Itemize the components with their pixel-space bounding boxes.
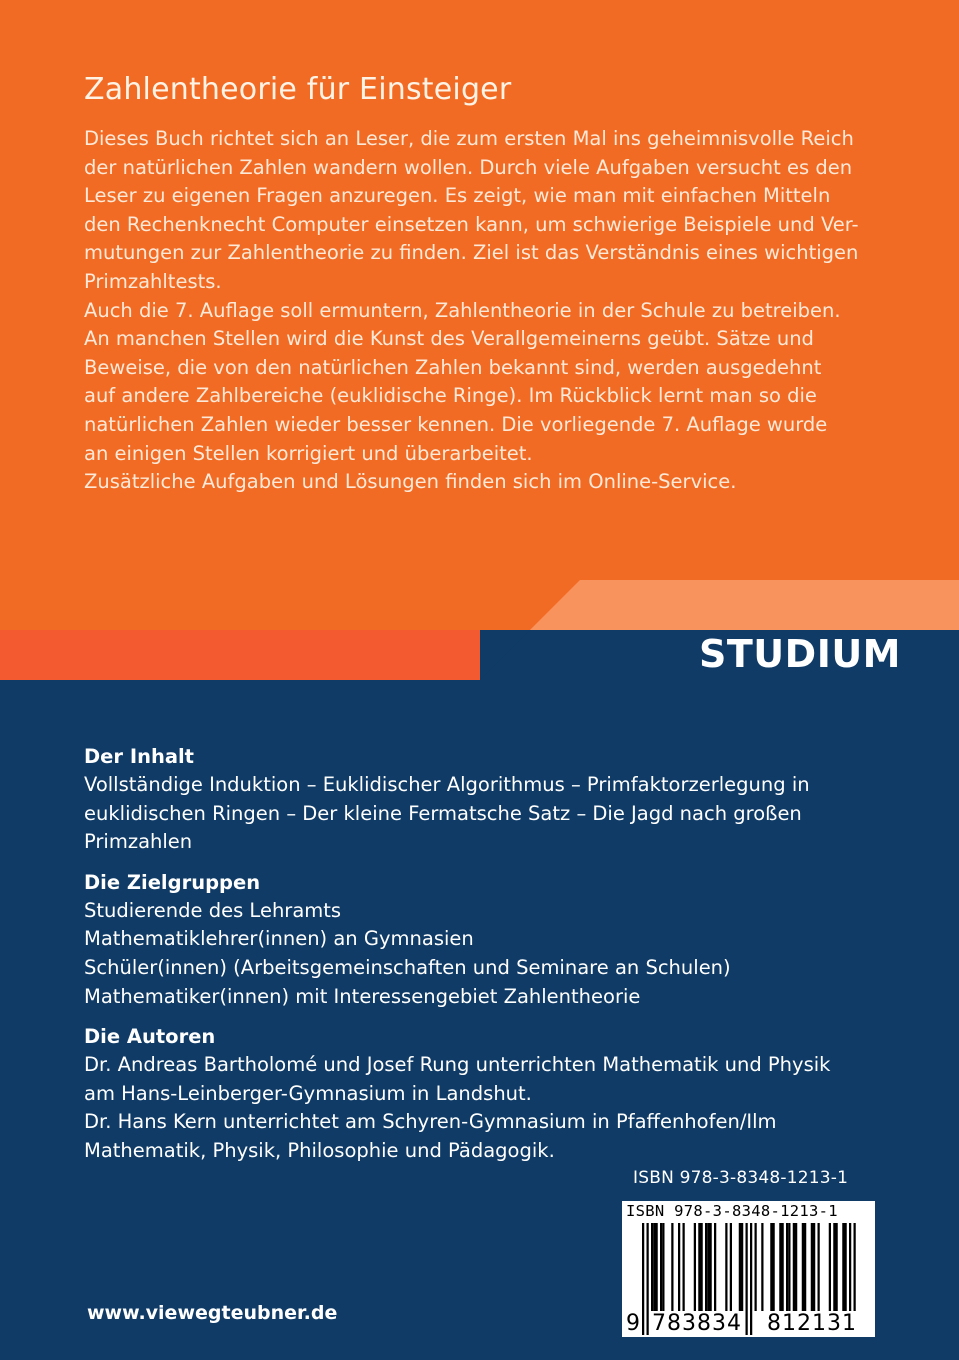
barcode-bar	[642, 1223, 644, 1335]
section-line: Dr. Andreas Bartholomé und Josef Rung unterrichten Mathematik und Physik	[84, 1053, 831, 1077]
section-body	[84, 1051, 884, 1165]
barcode-bar	[779, 1223, 781, 1311]
section-line: Studierende des Lehramts	[84, 898, 342, 922]
barcode-bar	[761, 1223, 763, 1311]
book-title: Zahlentheorie für Einsteiger	[84, 72, 512, 107]
section-body	[84, 897, 884, 1011]
blurb-line: den Rechenknecht Computer einsetzen kann, um schwierige Beispiele und Ver-	[84, 212, 859, 236]
blurb	[84, 125, 884, 497]
barcode-bar	[782, 1223, 784, 1311]
band-red-stripe-inner	[0, 630, 530, 680]
barcode-bar	[746, 1223, 748, 1335]
barcode-bar	[811, 1223, 813, 1311]
barcode-bar	[683, 1223, 685, 1311]
back-cover-sections	[84, 743, 884, 1178]
barcode-bar	[741, 1223, 743, 1311]
barcode-bar	[829, 1223, 831, 1311]
barcode-bar	[671, 1223, 673, 1311]
section-heading: Der Inhalt	[84, 745, 195, 768]
barcode-bar	[788, 1223, 790, 1311]
barcode-bar	[818, 1223, 820, 1311]
section-line: Mathematik, Physik, Philosophie und Pädagogik.	[84, 1138, 555, 1162]
barcode-digits-left: 783834	[652, 1311, 742, 1336]
barcode-bar	[698, 1223, 700, 1311]
barcode-digit-first: 9	[626, 1311, 641, 1336]
publisher-url: www.viewegteubner.de	[87, 1302, 338, 1324]
barcode-bar	[813, 1223, 815, 1311]
section-body	[84, 771, 884, 857]
barcode-bar	[694, 1223, 696, 1311]
section-line: Primzahlen	[84, 830, 193, 854]
barcode-bar	[714, 1223, 716, 1311]
barcode-bar	[730, 1223, 732, 1311]
section-line: Dr. Hans Kern unterrichtet am Schyren-Gymnasium in Pfaffenhofen/Ilm	[84, 1110, 777, 1134]
barcode-bar	[836, 1223, 838, 1311]
section-line: Mathematiker(innen) mit Interessengebiet Zahlentheorie	[84, 984, 641, 1008]
section-line: Vollständige Induktion – Euklidischer Algorithmus – Primfaktorzerlegung in	[84, 773, 810, 796]
barcode-bar	[842, 1223, 844, 1311]
blurb-line: Primzahltests.	[84, 269, 222, 293]
blurb-line: der natürlichen Zahlen wandern wollen. Durch viele Aufgaben versucht es den	[84, 155, 853, 179]
barcode-digits-right: 812131	[767, 1311, 857, 1336]
barcode-bar	[653, 1223, 655, 1311]
blurb-line: Zusätzliche Aufgaben und Lösungen finden sich im Online-Service.	[84, 470, 737, 494]
blurb-line: auf andere Zahlbereiche (euklidische Ringe). Im Rückblick lernt man so die	[84, 384, 817, 408]
barcode-bar	[710, 1223, 712, 1311]
blurb-line: An manchen Stellen wird die Kunst des Verallgemeinerns geübt. Sätze und	[84, 327, 814, 351]
section-authors	[84, 1023, 884, 1165]
section-content	[84, 743, 884, 857]
barcode-bar	[656, 1223, 658, 1311]
barcode-bar	[651, 1223, 653, 1311]
barcode-bar	[770, 1223, 772, 1311]
section-audience	[84, 869, 884, 1011]
blurb-line: Dieses Buch richtet sich an Leser, die zum ersten Mal ins geheimnisvolle Reich	[84, 127, 854, 150]
barcode-bar	[707, 1223, 709, 1311]
barcode-bar	[678, 1223, 680, 1311]
barcode-bar	[786, 1223, 788, 1311]
section-line: am Hans-Leinberger-Gymnasium in Landshut.	[84, 1081, 532, 1105]
barcode-bar	[773, 1223, 775, 1311]
barcode-isbn-text: ISBN 978-3-8348-1213-1	[626, 1202, 838, 1220]
barcode-bar	[795, 1223, 797, 1311]
barcode-bar	[701, 1223, 703, 1311]
barcode-bar	[755, 1223, 757, 1311]
section-line: Mathematiklehrer(innen) an Gymnasien	[84, 927, 474, 951]
barcode-bar	[793, 1223, 795, 1311]
barcode-bar	[647, 1223, 649, 1335]
barcode-bar	[804, 1223, 806, 1311]
barcode-bar	[833, 1223, 835, 1311]
blurb-line: an einigen Stellen korrigiert und überarbeitet.	[84, 441, 533, 465]
cover-top-panel	[0, 0, 959, 630]
section-line: Schüler(innen) (Arbeitsgemeinschaften und Seminare an Schulen)	[84, 955, 731, 979]
barcode-bar	[662, 1223, 664, 1311]
blurb-line: natürlichen Zahlen wieder besser kennen. Die vorliegende 7. Auflage wurde	[84, 412, 828, 436]
barcode	[622, 1201, 875, 1337]
series-label: STUDIUM	[699, 632, 901, 676]
barcode-bar	[750, 1223, 752, 1335]
blurb-line: Auch die 7. Auflage soll ermuntern, Zahlentheorie in der Schule zu betreiben.	[84, 298, 841, 322]
section-heading: Die Autoren	[84, 1025, 216, 1049]
barcode-bar	[705, 1223, 707, 1311]
section-heading: Die Zielgruppen	[84, 870, 261, 894]
barcode-bar	[660, 1223, 662, 1311]
barcode-bar	[802, 1223, 804, 1311]
blurb-line: Beweise, die von den natürlichen Zahlen bekannt sind, werden ausgedehnt	[84, 355, 822, 379]
barcode-bar	[845, 1223, 847, 1311]
isbn-label: ISBN 978-3-8348-1213-1	[633, 1168, 849, 1188]
barcode-bar	[739, 1223, 741, 1311]
band-light-stripe	[530, 580, 959, 630]
blurb-line: Leser zu eigenen Fragen anzuregen. Es zeigt, wie man mit einfachen Mitteln	[84, 184, 831, 208]
barcode-bar	[725, 1223, 727, 1311]
blurb-line: mutungen zur Zahlentheorie zu finden. Ziel ist das Verständnis eines wichtigen	[84, 241, 859, 265]
section-line: euklidischen Ringen – Der kleine Fermatsche Satz – Die Jagd nach großen	[84, 801, 802, 825]
